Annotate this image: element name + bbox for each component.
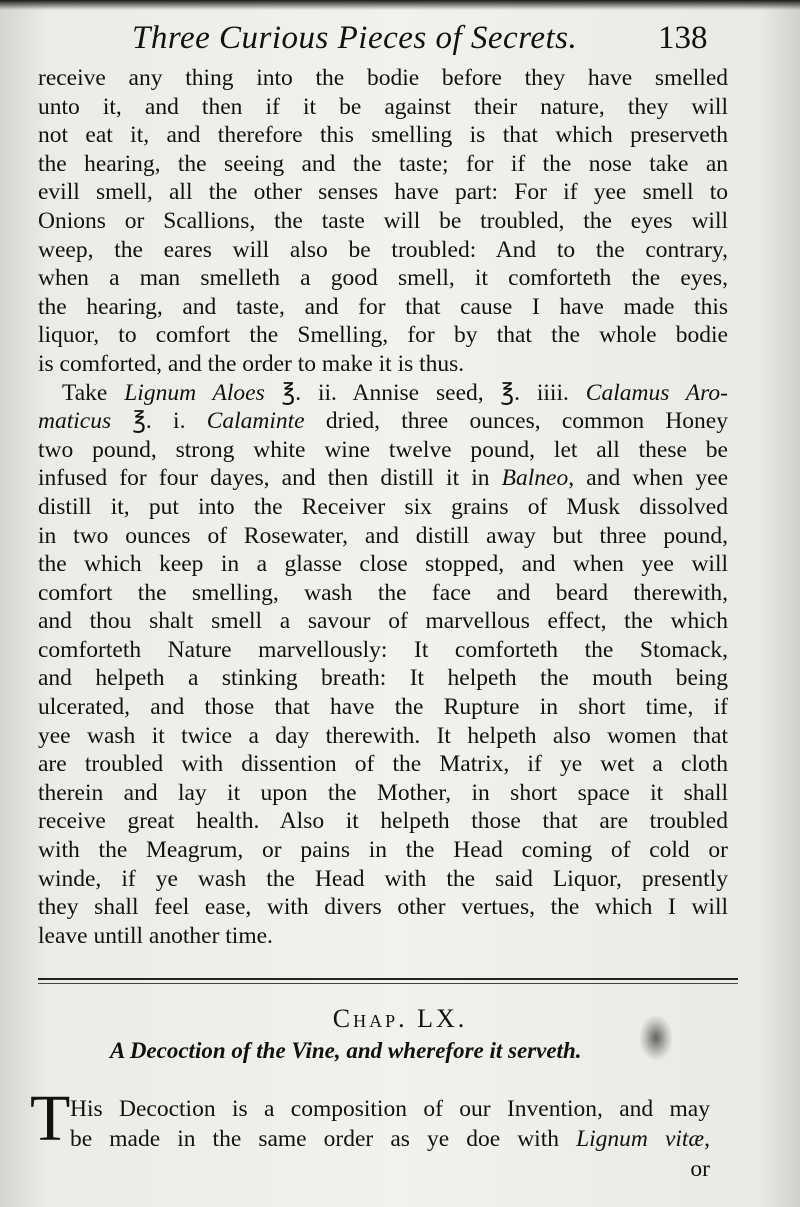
text-line: when a man smelleth a good smell, it comforteth the eyes, [38,265,728,292]
text-line: liquor, to comfort the Smelling, for by that the whole bodie [38,322,728,349]
recipe-ingredient: Calamus Aro- [585,379,729,406]
recipe-text: ℥. i. [111,408,207,435]
recipe-line: comforteth Nature marvellously: It comforteth the Stomack, [38,636,728,663]
recipe-line: yee wash it twice a day therewith. It helpeth also women that [38,722,728,749]
chapter-body [70,1094,710,1184]
drop-cap: T [30,1082,71,1155]
recipe-line: distill it, put into the Receiver six grains of Musk dissolved [38,493,728,520]
recipe-ingredient: Calaminte [206,408,305,435]
text-line: evill smell, all the other senses have part: For if yee smell to [38,179,728,206]
recipe-line [38,379,728,408]
chapter-heading: Chap. LX. [332,1004,468,1033]
text-line: weep, the eares will also be troubled: And to the contrary, [38,236,728,263]
running-head-title: Three Curious Pieces of Secrets. [132,20,578,56]
chapter-subtitle: A Decoction of the Vine, and wherefore it serveth. [110,1038,582,1063]
recipe-line: they shall feel ease, with divers other vertues, the which I will [38,894,728,921]
text-line: not eat it, and therefore this smelling is that which preserveth [38,122,728,149]
chapter-text: be made in the same order as ye doe with [70,1126,577,1152]
text-line: the hearing, the seeing and the taste; for if the nose take an [38,150,728,177]
recipe-line: leave untill another time. [38,922,273,949]
text-line: receive any thing into the bodie before they have smelled [38,65,728,91]
recipe-text: dried, three ounces, common Honey [304,408,728,435]
scan-edge-shadow [0,0,800,10]
chapter-line: His Decoction is a composition of our Invention, and may [70,1096,710,1122]
recipe-line: receive great health. Also it helpeth those that are troubled [38,808,728,835]
recipe-line: therein and lay it upon the Mother, in short space it shall [38,779,728,806]
text-line: unto it, and then if it be against their nature, they will [38,93,728,120]
recipe-line: ulcerated, and those that have the Rupture in short time, if [38,694,728,721]
recipe-ingredient: Lignum Aloes [124,379,265,406]
recipe-line: in two ounces of Rosewater, and distill away but three pound, [38,522,728,549]
text-line: is comforted, and the order to make it is thus. [38,350,465,377]
recipe-line [38,407,728,436]
recipe-line: two pound, strong white wine twelve pound, let all these be [38,436,728,463]
ink-blot [640,1016,672,1060]
section-divider [38,978,738,980]
recipe-ingredient: maticus [38,408,112,435]
recipe-text: infused for four dayes, and then distill it in [38,465,502,492]
recipe-line: the which keep in a glasse close stopped, and when yee will [38,551,728,578]
catchword: or [690,1156,710,1182]
page-number: 138 [658,20,708,56]
recipe-line: winde, if ye wash the Head with the said Liquor, presently [38,865,728,892]
chapter-line [70,1124,710,1154]
recipe-line [38,464,728,493]
chapter-term: Lignum vitæ, [576,1126,710,1152]
text-line: the hearing, and taste, and for that cause I have made this [38,293,728,320]
recipe-text: Take [62,379,125,406]
body-text [38,64,728,950]
recipe-text: ℥. ii. Annise seed, ℥. iiii. [264,379,586,406]
recipe-line: are troubled with dissention of the Matrix, if ye wet a cloth [38,751,728,778]
running-head [0,18,800,66]
recipe-line: and thou shalt smell a savour of marvellous effect, the which [38,608,728,635]
text-line: Onions or Scallions, the taste will be troubled, the eyes will [38,207,728,234]
recipe-term: Balneo [501,465,569,492]
section-divider-thin [38,983,738,984]
recipe-line: and helpeth a stinking breath: It helpeth the mouth being [38,665,728,692]
recipe-text: , and when yee [568,465,728,492]
recipe-line: with the Meagrum, or pains in the Head coming of cold or [38,837,728,864]
recipe-line: comfort the smelling, wash the face and beard therewith, [38,579,728,606]
